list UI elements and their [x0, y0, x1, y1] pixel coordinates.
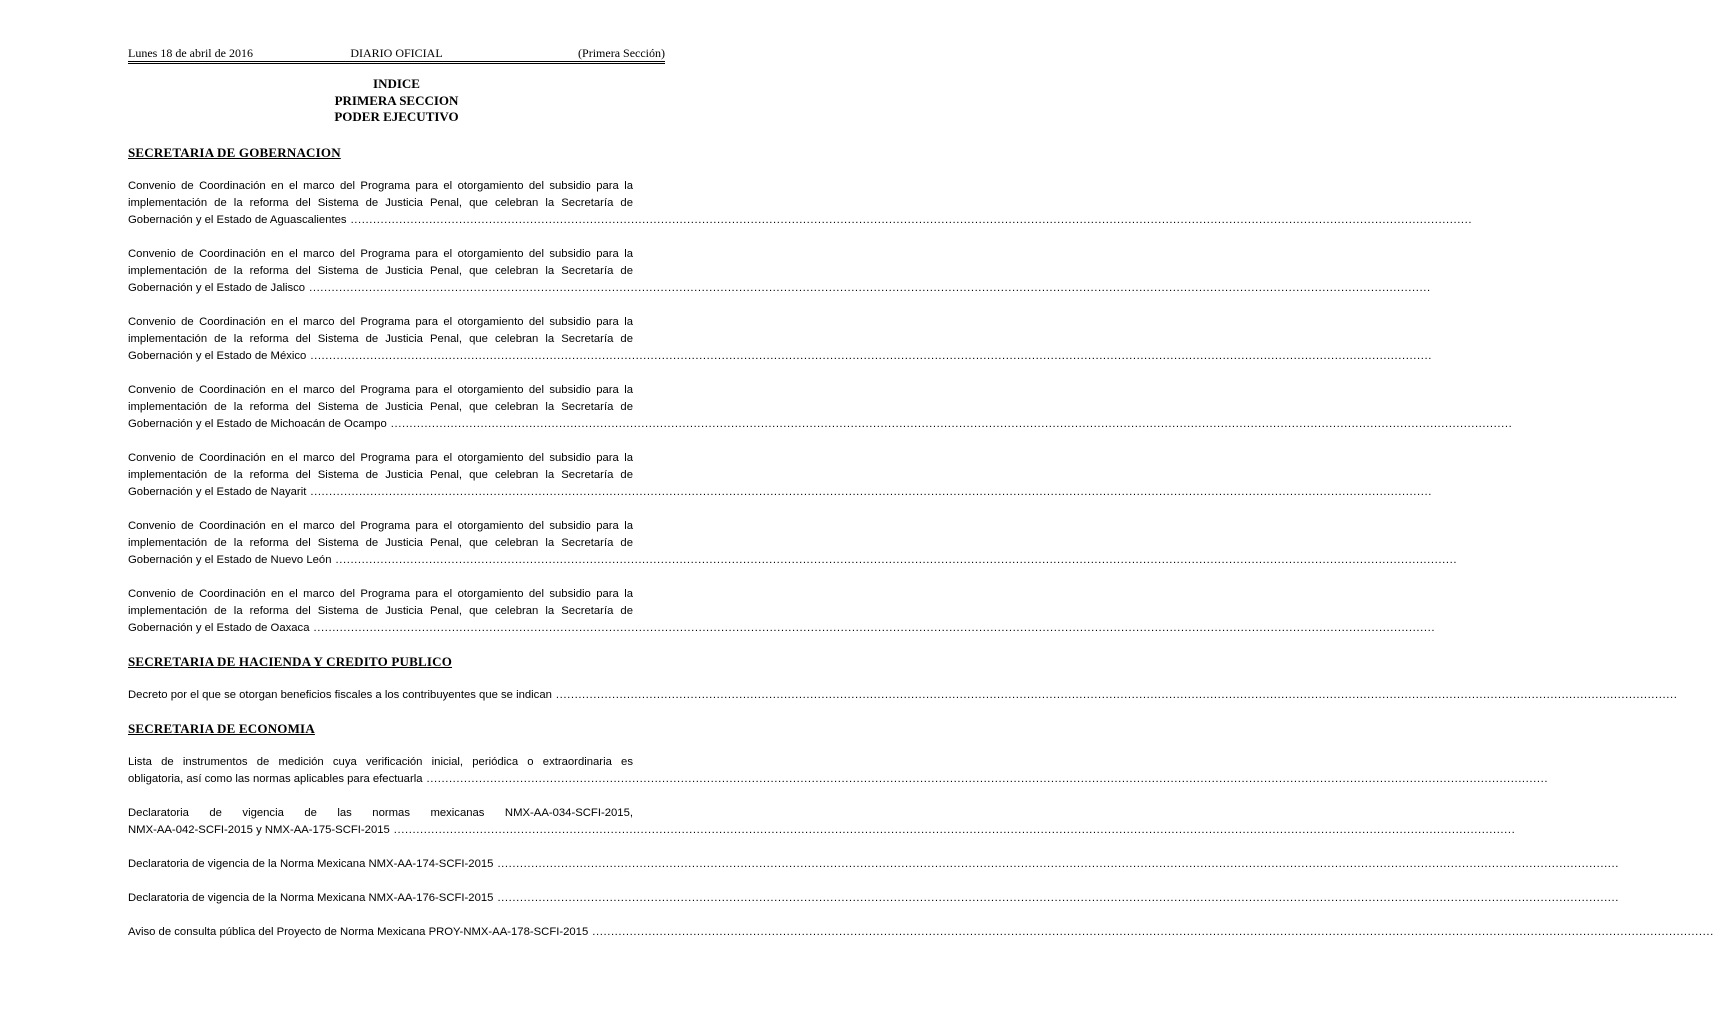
- section-title: SECRETARIA DE HACIENDA Y CREDITO PUBLICO: [128, 654, 453, 669]
- entry-text: Declaratoria de vigencia de las normas mexicanas NMX-AA-034-SCFI-2015,: [128, 807, 633, 819]
- header-section: (Primera Sección): [578, 46, 665, 60]
- entry-last-line: [128, 822, 1516, 839]
- entry-text: Aviso de consulta pública del Proyecto de Norma Mexicana PROY-NMX-AA-178-SCFI-2015: [128, 926, 589, 938]
- index-entry[interactable]: [128, 246, 1431, 297]
- dot-leader: ............................................................................................................................................................................................................................................................................................................: [335, 554, 1458, 566]
- dot-leader: ............................................................................................................................................................................................................................................................................................................: [426, 773, 1549, 785]
- entry-text: Convenio de Coordinación en el marco del Programa para el otorgamiento del subsidio para la implementación de la reforma del Sistema de Justicia Penal, que celebran la Secretaría de: [128, 520, 633, 549]
- entry-text: Gobernación y el Estado de Oaxaca: [128, 622, 310, 634]
- header-date: Lunes 18 de abril de 2016: [128, 46, 253, 60]
- index-entry[interactable]: [128, 518, 1458, 569]
- entry-text: Convenio de Coordinación en el marco del Programa para el otorgamiento del subsidio para la implementación de la reforma del Sistema de Justicia Penal, que celebran la Secretaría de: [128, 384, 633, 413]
- dot-leader: ............................................................................................................................................................................................................................................................................................................: [390, 418, 1513, 430]
- dot-leader: ............................................................................................................................................................................................................................................................................................................: [313, 622, 1436, 634]
- dot-leader: ............................................................................................................................................................................................................................................................................................................: [555, 689, 1678, 701]
- entry-last-line: [128, 924, 1714, 941]
- header-publication: DIARIO OFICIAL: [350, 46, 443, 60]
- entry-text: Gobernación y el Estado de Michoacán de Ocampo: [128, 418, 387, 430]
- entry-last-line: [128, 620, 1436, 637]
- dot-leader: ............................................................................................................................................................................................................................................................................................................: [309, 282, 1431, 294]
- entry-last-line: [128, 416, 1513, 433]
- entry-text: Convenio de Coordinación en el marco del Programa para el otorgamiento del subsidio para la implementación de la reforma del Sistema de Justicia Penal, que celebran la Secretaría de: [128, 588, 633, 617]
- running-header: [128, 46, 665, 60]
- index-entry[interactable]: [128, 586, 1436, 637]
- dot-leader: ............................................................................................................................................................................................................................................................................................................: [592, 926, 1714, 938]
- entry-last-line: [128, 348, 1432, 365]
- entry-text: Declaratoria de vigencia de la Norma Mexicana NMX-AA-176-SCFI-2015: [128, 892, 494, 904]
- entry-last-line: [128, 212, 1473, 229]
- dot-leader: ............................................................................................................................................................................................................................................................................................................: [350, 214, 1473, 226]
- entry-text: Convenio de Coordinación en el marco del Programa para el otorgamiento del subsidio para la implementación de la reforma del Sistema de Justicia Penal, que celebran la Secretaría de: [128, 452, 633, 481]
- header-rule: [128, 61, 665, 62]
- index-titles: [128, 76, 665, 126]
- dot-leader: ............................................................................................................................................................................................................................................................................................................: [497, 892, 1620, 904]
- branch-heading: PODER EJECUTIVO: [334, 109, 459, 124]
- index-entry[interactable]: [128, 687, 1678, 704]
- index-entry[interactable]: [128, 314, 1432, 365]
- section-title: SECRETARIA DE ECONOMIA: [128, 721, 315, 736]
- entry-last-line: [128, 856, 1620, 873]
- entry-text: Declaratoria de vigencia de la Norma Mexicana NMX-AA-174-SCFI-2015: [128, 858, 494, 870]
- entry-text: Lista de instrumentos de medición cuya verificación inicial, periódica o extraordinaria es: [128, 756, 633, 768]
- index-title: INDICE: [373, 76, 420, 91]
- dot-leader: ............................................................................................................................................................................................................................................................................................................: [310, 486, 1432, 498]
- index-entry[interactable]: [128, 924, 1714, 941]
- entry-last-line: [128, 890, 1620, 907]
- entry-last-line: [128, 280, 1431, 297]
- index-content: [128, 145, 1714, 958]
- dot-leader: ............................................................................................................................................................................................................................................................................................................: [393, 824, 1516, 836]
- entry-text: Gobernación y el Estado de Nayarit: [128, 486, 307, 498]
- entry-text: Gobernación y el Estado de Nuevo León: [128, 554, 332, 566]
- entry-last-line: [128, 552, 1458, 569]
- index-entry[interactable]: [128, 382, 1513, 433]
- index-entry[interactable]: [128, 754, 1549, 788]
- entry-text: Convenio de Coordinación en el marco del Programa para el otorgamiento del subsidio para la implementación de la reforma del Sistema de Justicia Penal, que celebran la Secretaría de: [128, 316, 633, 345]
- dot-leader: ............................................................................................................................................................................................................................................................................................................: [497, 858, 1620, 870]
- section-title: SECRETARIA DE GOBERNACION: [128, 145, 341, 160]
- entry-text: NMX-AA-042-SCFI-2015 y NMX-AA-175-SCFI-2015: [128, 824, 390, 836]
- index-entry[interactable]: [128, 890, 1620, 907]
- dot-leader: ............................................................................................................................................................................................................................................................................................................: [310, 350, 1432, 362]
- entry-text: Convenio de Coordinación en el marco del Programa para el otorgamiento del subsidio para la implementación de la reforma del Sistema de Justicia Penal, que celebran la Secretaría de: [128, 180, 633, 209]
- entry-last-line: [128, 484, 1432, 501]
- index-entry[interactable]: [128, 856, 1620, 873]
- entry-text: Decreto por el que se otorgan beneficios fiscales a los contribuyentes que se indican: [128, 689, 552, 701]
- entry-last-line: [128, 771, 1549, 788]
- entry-text: obligatoria, así como las normas aplicables para efectuarla: [128, 773, 423, 785]
- index-entry[interactable]: [128, 805, 1516, 839]
- entry-text: Gobernación y el Estado de Jalisco: [128, 282, 306, 294]
- index-entry[interactable]: [128, 178, 1473, 229]
- entry-text: Gobernación y el Estado de Aguascalientes: [128, 214, 347, 226]
- section-heading: PRIMERA SECCION: [334, 92, 459, 108]
- header-rule-double: [128, 63, 665, 64]
- entry-text: Convenio de Coordinación en el marco del Programa para el otorgamiento del subsidio para la implementación de la reforma del Sistema de Justicia Penal, que celebran la Secretaría de: [128, 248, 633, 277]
- entry-last-line: [128, 687, 1678, 704]
- index-entry[interactable]: [128, 450, 1432, 501]
- entry-text: Gobernación y el Estado de México: [128, 350, 307, 362]
